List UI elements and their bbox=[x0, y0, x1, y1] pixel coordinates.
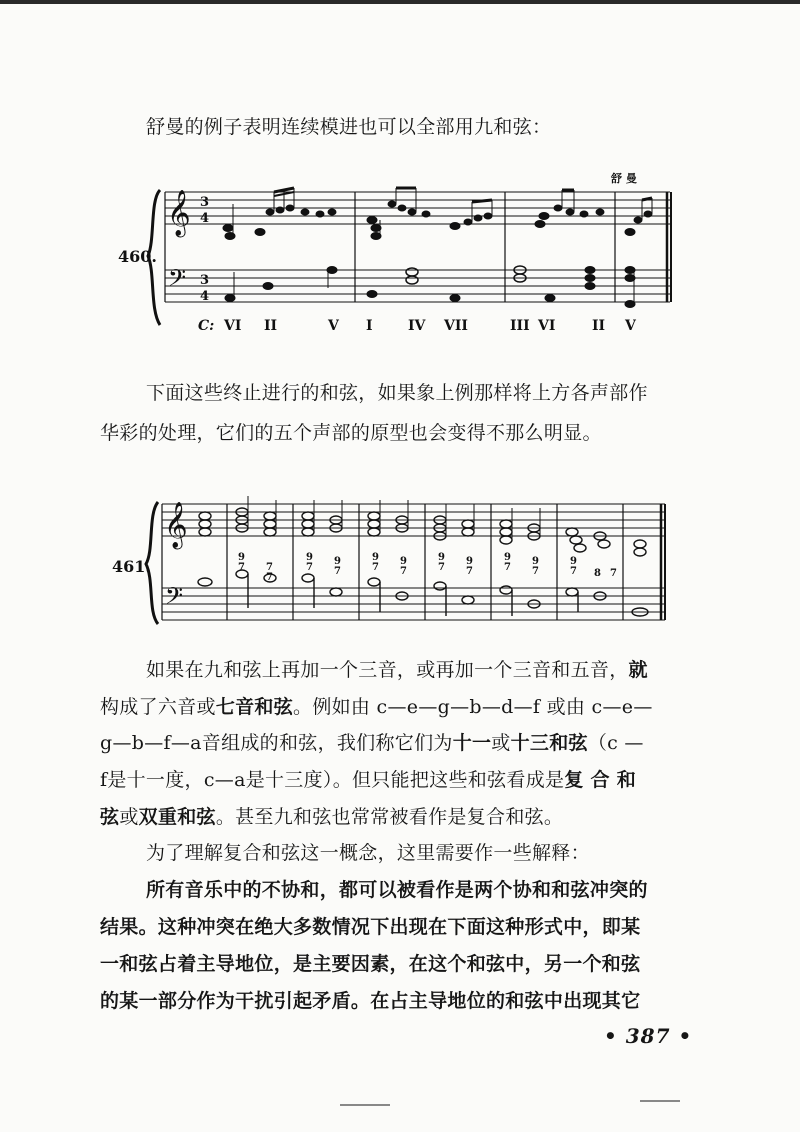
figure-lower: 7 bbox=[466, 566, 473, 577]
paragraph-5-line-3: 一和弦占着主导地位，是主要因素，在这个和弦中，另一个和弦 bbox=[100, 953, 641, 975]
example-number: 461. bbox=[112, 557, 151, 576]
time-signature-top-bass: 3 bbox=[200, 273, 210, 288]
roman-numeral: VII bbox=[444, 318, 468, 334]
roman-numeral: II bbox=[264, 318, 278, 334]
roman-numeral: I bbox=[366, 318, 373, 334]
bass-staff bbox=[162, 588, 665, 620]
figure-upper: 9 bbox=[466, 556, 473, 567]
roman-numerals bbox=[198, 318, 637, 334]
treble-notes bbox=[223, 188, 652, 240]
time-signature-top: 3 bbox=[200, 195, 210, 210]
figure-lower: 7 bbox=[610, 568, 617, 579]
treble-clef-icon: 𝄞 bbox=[167, 190, 191, 236]
key-label: C: bbox=[198, 318, 215, 334]
time-signature-bottom-bass: 4 bbox=[200, 289, 210, 304]
time-signature-bottom: 4 bbox=[200, 211, 210, 226]
text-run-bold: 弦 bbox=[100, 806, 120, 828]
text-run: 或 bbox=[119, 806, 139, 828]
paragraph-2-line-1: 下面这些终止进行的和弦，如果象上例那样将上方各声部作 bbox=[146, 382, 648, 404]
text-run-bold: 双重和弦 bbox=[138, 806, 216, 828]
figure-upper: 9 bbox=[238, 552, 245, 563]
page-number: • 387 • bbox=[604, 1024, 693, 1048]
figure-lower: 7 bbox=[266, 572, 273, 583]
text-run: 。例如由 c—e—g—b—d—f 或由 c—e— bbox=[293, 696, 653, 718]
paragraph-5-line-1: 所有音乐中的不协和，都可以被看作是两个协和和弦冲突的 bbox=[146, 879, 648, 901]
text-run: 如果在九和弦上再加一个三音，或再加一个三音和五音， bbox=[146, 659, 629, 681]
text-run-bold: 十三和弦 bbox=[510, 732, 588, 754]
figure-lower: 7 bbox=[400, 566, 407, 577]
roman-numeral: V bbox=[328, 318, 339, 334]
paragraph-2-line-2: 华彩的处理，它们的五个声部的原型也会变得不那么明显。 bbox=[100, 422, 602, 444]
bass-clef-icon: 𝄢 bbox=[168, 264, 187, 297]
text-run: （c — bbox=[587, 732, 644, 754]
roman-numeral: II bbox=[592, 318, 606, 334]
figure-lower: 7 bbox=[372, 562, 379, 573]
text-run-bold: 复 合 和 bbox=[564, 769, 637, 791]
figure-upper: 9 bbox=[306, 552, 313, 563]
treble-chords bbox=[199, 508, 646, 556]
composer-label: 舒 曼 bbox=[611, 172, 637, 185]
roman-numeral: VI bbox=[538, 318, 556, 334]
paragraph-3-line-5 bbox=[100, 802, 563, 832]
paragraph-3-line-3 bbox=[100, 728, 644, 758]
paragraph-4: 为了理解复合和弦这一概念，这里需要作一些解释： bbox=[146, 842, 590, 864]
figure-upper: 9 bbox=[570, 556, 577, 567]
paragraph-3-line-1 bbox=[146, 655, 648, 685]
figure-lower: 7 bbox=[238, 562, 245, 573]
figure-upper: 9 bbox=[400, 556, 407, 567]
figure-upper: 9 bbox=[438, 552, 445, 563]
bass-notes bbox=[225, 266, 635, 308]
top-border bbox=[0, 0, 800, 4]
treble-clef-icon: 𝄞 bbox=[164, 502, 188, 548]
scan-artifact bbox=[640, 1100, 680, 1102]
paragraph-5-line-2: 结果。这种冲突在绝大多数情况下出现在下面这种形式中，即某 bbox=[100, 916, 641, 938]
figured-bass bbox=[238, 552, 617, 583]
figure-upper: 9 bbox=[504, 552, 511, 563]
intro-line: 舒曼的例子表明连续模进也可以全部用九和弦： bbox=[146, 116, 552, 138]
figure-lower: 7 bbox=[438, 562, 445, 573]
figure-upper: 7 bbox=[266, 562, 273, 573]
example-number: 460. bbox=[118, 247, 157, 266]
roman-numeral: VI bbox=[224, 318, 242, 334]
text-run: 构成了六音或 bbox=[100, 696, 216, 718]
music-example-461 bbox=[110, 492, 680, 637]
figure-lower: 7 bbox=[504, 562, 511, 573]
bass-clef-icon: 𝄢 bbox=[165, 582, 184, 615]
figure-upper: 9 bbox=[334, 556, 341, 567]
figure-upper: 9 bbox=[532, 556, 539, 567]
roman-numeral: IV bbox=[408, 318, 426, 334]
text-run: g—b—f—a音组成的和弦，我们称它们为 bbox=[100, 732, 453, 754]
text-run-bold: 十一 bbox=[452, 732, 492, 754]
figure-lower: 7 bbox=[334, 566, 341, 577]
text-run: 或 bbox=[491, 732, 511, 754]
text-run-bold: 七音和弦 bbox=[215, 696, 294, 718]
roman-numeral: V bbox=[625, 318, 636, 334]
paragraph-3-line-4 bbox=[100, 765, 636, 795]
figure-upper: 8 bbox=[594, 568, 601, 579]
figure-lower: 7 bbox=[306, 562, 313, 573]
text-run: 。甚至九和弦也常常被看作是复合和弦。 bbox=[215, 806, 564, 828]
treble-stems bbox=[248, 496, 540, 540]
figure-lower: 7 bbox=[570, 566, 577, 577]
paragraph-5-line-4: 的某一部分作为干扰引起矛盾。在占主导地位的和弦中出现其它 bbox=[100, 990, 641, 1012]
figure-lower: 7 bbox=[532, 566, 539, 577]
scan-artifact bbox=[340, 1104, 390, 1106]
text-run: f是十一度，c—a是十三度）。但只能把这些和弦看成是 bbox=[100, 769, 565, 791]
music-example-460 bbox=[110, 160, 690, 340]
figure-upper: 9 bbox=[372, 552, 379, 563]
treble-staff bbox=[165, 192, 670, 224]
roman-numeral: III bbox=[510, 318, 530, 334]
paragraph-3-line-2 bbox=[100, 692, 653, 722]
text-run-bold: 就 bbox=[628, 659, 648, 681]
